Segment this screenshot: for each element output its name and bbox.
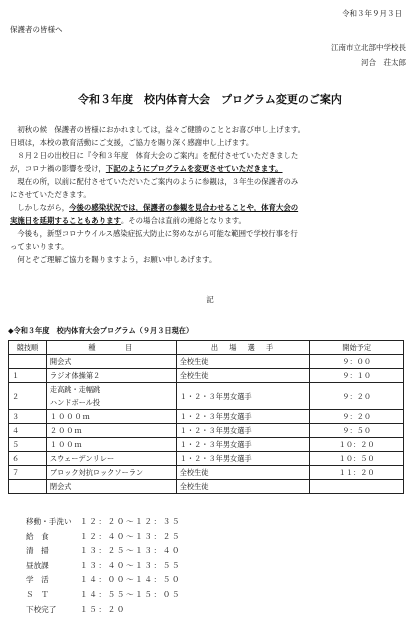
list-item [26,588,181,603]
cell-start-time: ９：２０ [310,410,404,424]
paragraph-line: 何とぞご理解ご協力を賜りますよう，お願い申しあげます。 [10,255,217,264]
document-title: 令和３年度 校内体育大会 プログラム変更のご案内 [78,93,342,106]
cell-start-time: １０：２０ [310,438,404,452]
cell-players: １・２・３年男女選手 [176,438,310,452]
schedule-label: 給 食 [26,531,49,541]
cell-event: ラジオ体操第２ [46,369,176,383]
cell-start-time [310,480,404,494]
paragraph-line: ってまいります。 [10,242,69,251]
schedule-label: 下校完了 [26,604,57,614]
cell-order: ４ [9,424,47,438]
list-item [26,603,181,618]
cell-order [9,355,47,369]
cell-start-time: １０：５０ [310,452,404,466]
cell-event [46,383,176,410]
emphasis-text: 実施日を延期することもあります [10,216,121,225]
list-item [26,515,181,530]
cell-players: 全校生徒 [176,466,310,480]
paragraph-line: にさせていただきます。 [10,190,91,199]
ki-marker: 記 [206,295,214,304]
table-row [9,410,404,424]
cell-start-time: ９：２０ [310,383,404,410]
emphasis-text: 下記のようにプログラムを変更させていただきます。 [105,164,283,173]
cell-players: 全校生徒 [176,369,310,383]
cell-event: １００ｍ [46,438,176,452]
table-row [9,355,404,369]
cell-event: スウェーデンリレー [46,452,176,466]
table-row [9,369,404,383]
cell-start-time: ９：１０ [310,369,404,383]
cell-event: ２００ｍ [46,424,176,438]
schedule-label: Ｓ Ｔ [26,589,49,599]
schedule-time: １２：２０～１２：３５ [80,517,182,526]
cell-players: １・２・３年男女選手 [176,383,310,410]
table-row [9,466,404,480]
paragraph-line [10,201,410,214]
school-name: 江南市立北部中学校長 [331,43,406,52]
cell-start-time: ９：００ [310,355,404,369]
table-row [9,480,404,494]
document-date: 令和３年９月３日 [342,9,402,18]
cell-order: ５ [9,438,47,452]
column-header-players: 出 場 選 手 [176,341,310,355]
cell-players: １・２・３年男女選手 [176,452,310,466]
schedule-time: １２：４０～１３：２５ [80,531,182,541]
table-row [9,452,404,466]
cell-order [9,480,47,494]
list-item [26,530,181,545]
schedule-label: 移動・手洗い [26,517,72,526]
cell-start-time: ９：５０ [310,424,404,438]
table-row [9,424,404,438]
column-header-start: 開始予定 [310,341,404,355]
paragraph-line: 現在の所，以前に配付させていただいたご案内のように参観は，３年生の保護者のみ [10,177,299,186]
schedule-time: １３：２５～１３：４０ [80,546,182,556]
cell-order: ７ [9,466,47,480]
emphasis-text: 今後の感染状況では，保護者の参観を見合わせることや，体育大会の [69,203,299,212]
cell-start-time: １１：２０ [310,466,404,480]
cell-order: ３ [9,410,47,424]
paragraph-line: 初秋の候 保護者の皆様におかれましては，益々ご健勝のこととお喜び申し上げます。 [10,125,306,134]
cell-order: ２ [9,383,47,410]
table-row [9,383,404,410]
paragraph-line [10,214,410,227]
list-item [26,544,181,559]
paragraph-text: 。その場合は直前の連絡となります。 [120,216,246,225]
paragraph-text: しかしながら， [10,203,70,212]
paragraph-text: が，コロナ禍の影響を受け， [10,164,106,173]
cell-order: １ [9,369,47,383]
body-text [10,123,410,266]
program-heading: ◆令和３年度 校内体育大会プログラム（９月３日現在） [8,326,194,335]
schedule-time: １４：００～１４：５０ [80,575,182,585]
cell-order: ６ [9,452,47,466]
schedule-label: 清 掃 [26,546,49,556]
list-item [26,573,181,588]
program-table [8,340,404,494]
cell-players: １・２・３年男女選手 [176,424,310,438]
event-line: 走高跳・走幅跳 [49,385,101,394]
cell-event: 閉会式 [46,480,176,494]
table-row [9,438,404,452]
principal-name: 河合 荘太郎 [361,58,406,67]
schedule-label: 昼放課 [26,560,49,570]
paragraph-line: ８月２日の出校日に『令和３年度 体育大会のご案内』を配付させていただきました [10,151,299,160]
afternoon-schedule [26,515,181,617]
paragraph-line: 今後も，新型コロナウイルス感染症拡大防止に努めながら可能な範囲で学校行事を行 [10,229,298,238]
recipient: 保護者の皆様へ [10,25,63,34]
cell-event: ブロック対抗ロックソーラン [46,466,176,480]
cell-players: 全校生徒 [176,355,310,369]
paragraph-line: 日頃は，本校の教育活動にご支援，ご協力を賜り深く感謝申し上げます。 [10,138,254,147]
cell-players: 全校生徒 [176,480,310,494]
column-header-order: 競技順 [9,341,47,355]
cell-event: 開会式 [46,355,176,369]
table-header-row [9,341,404,355]
schedule-time: １５：２０ [80,604,126,614]
schedule-time: １３：４０～１３：５５ [80,560,182,570]
paragraph-line [10,162,410,175]
list-item [26,559,181,574]
column-header-event: 種 目 [46,341,176,355]
cell-players: １・２・３年男女選手 [176,410,310,424]
cell-event: １０００ｍ [46,410,176,424]
schedule-time: １４：５５～１５：０５ [80,589,182,599]
schedule-label: 学 活 [26,575,49,585]
event-line: ハンドボール投 [49,398,101,407]
